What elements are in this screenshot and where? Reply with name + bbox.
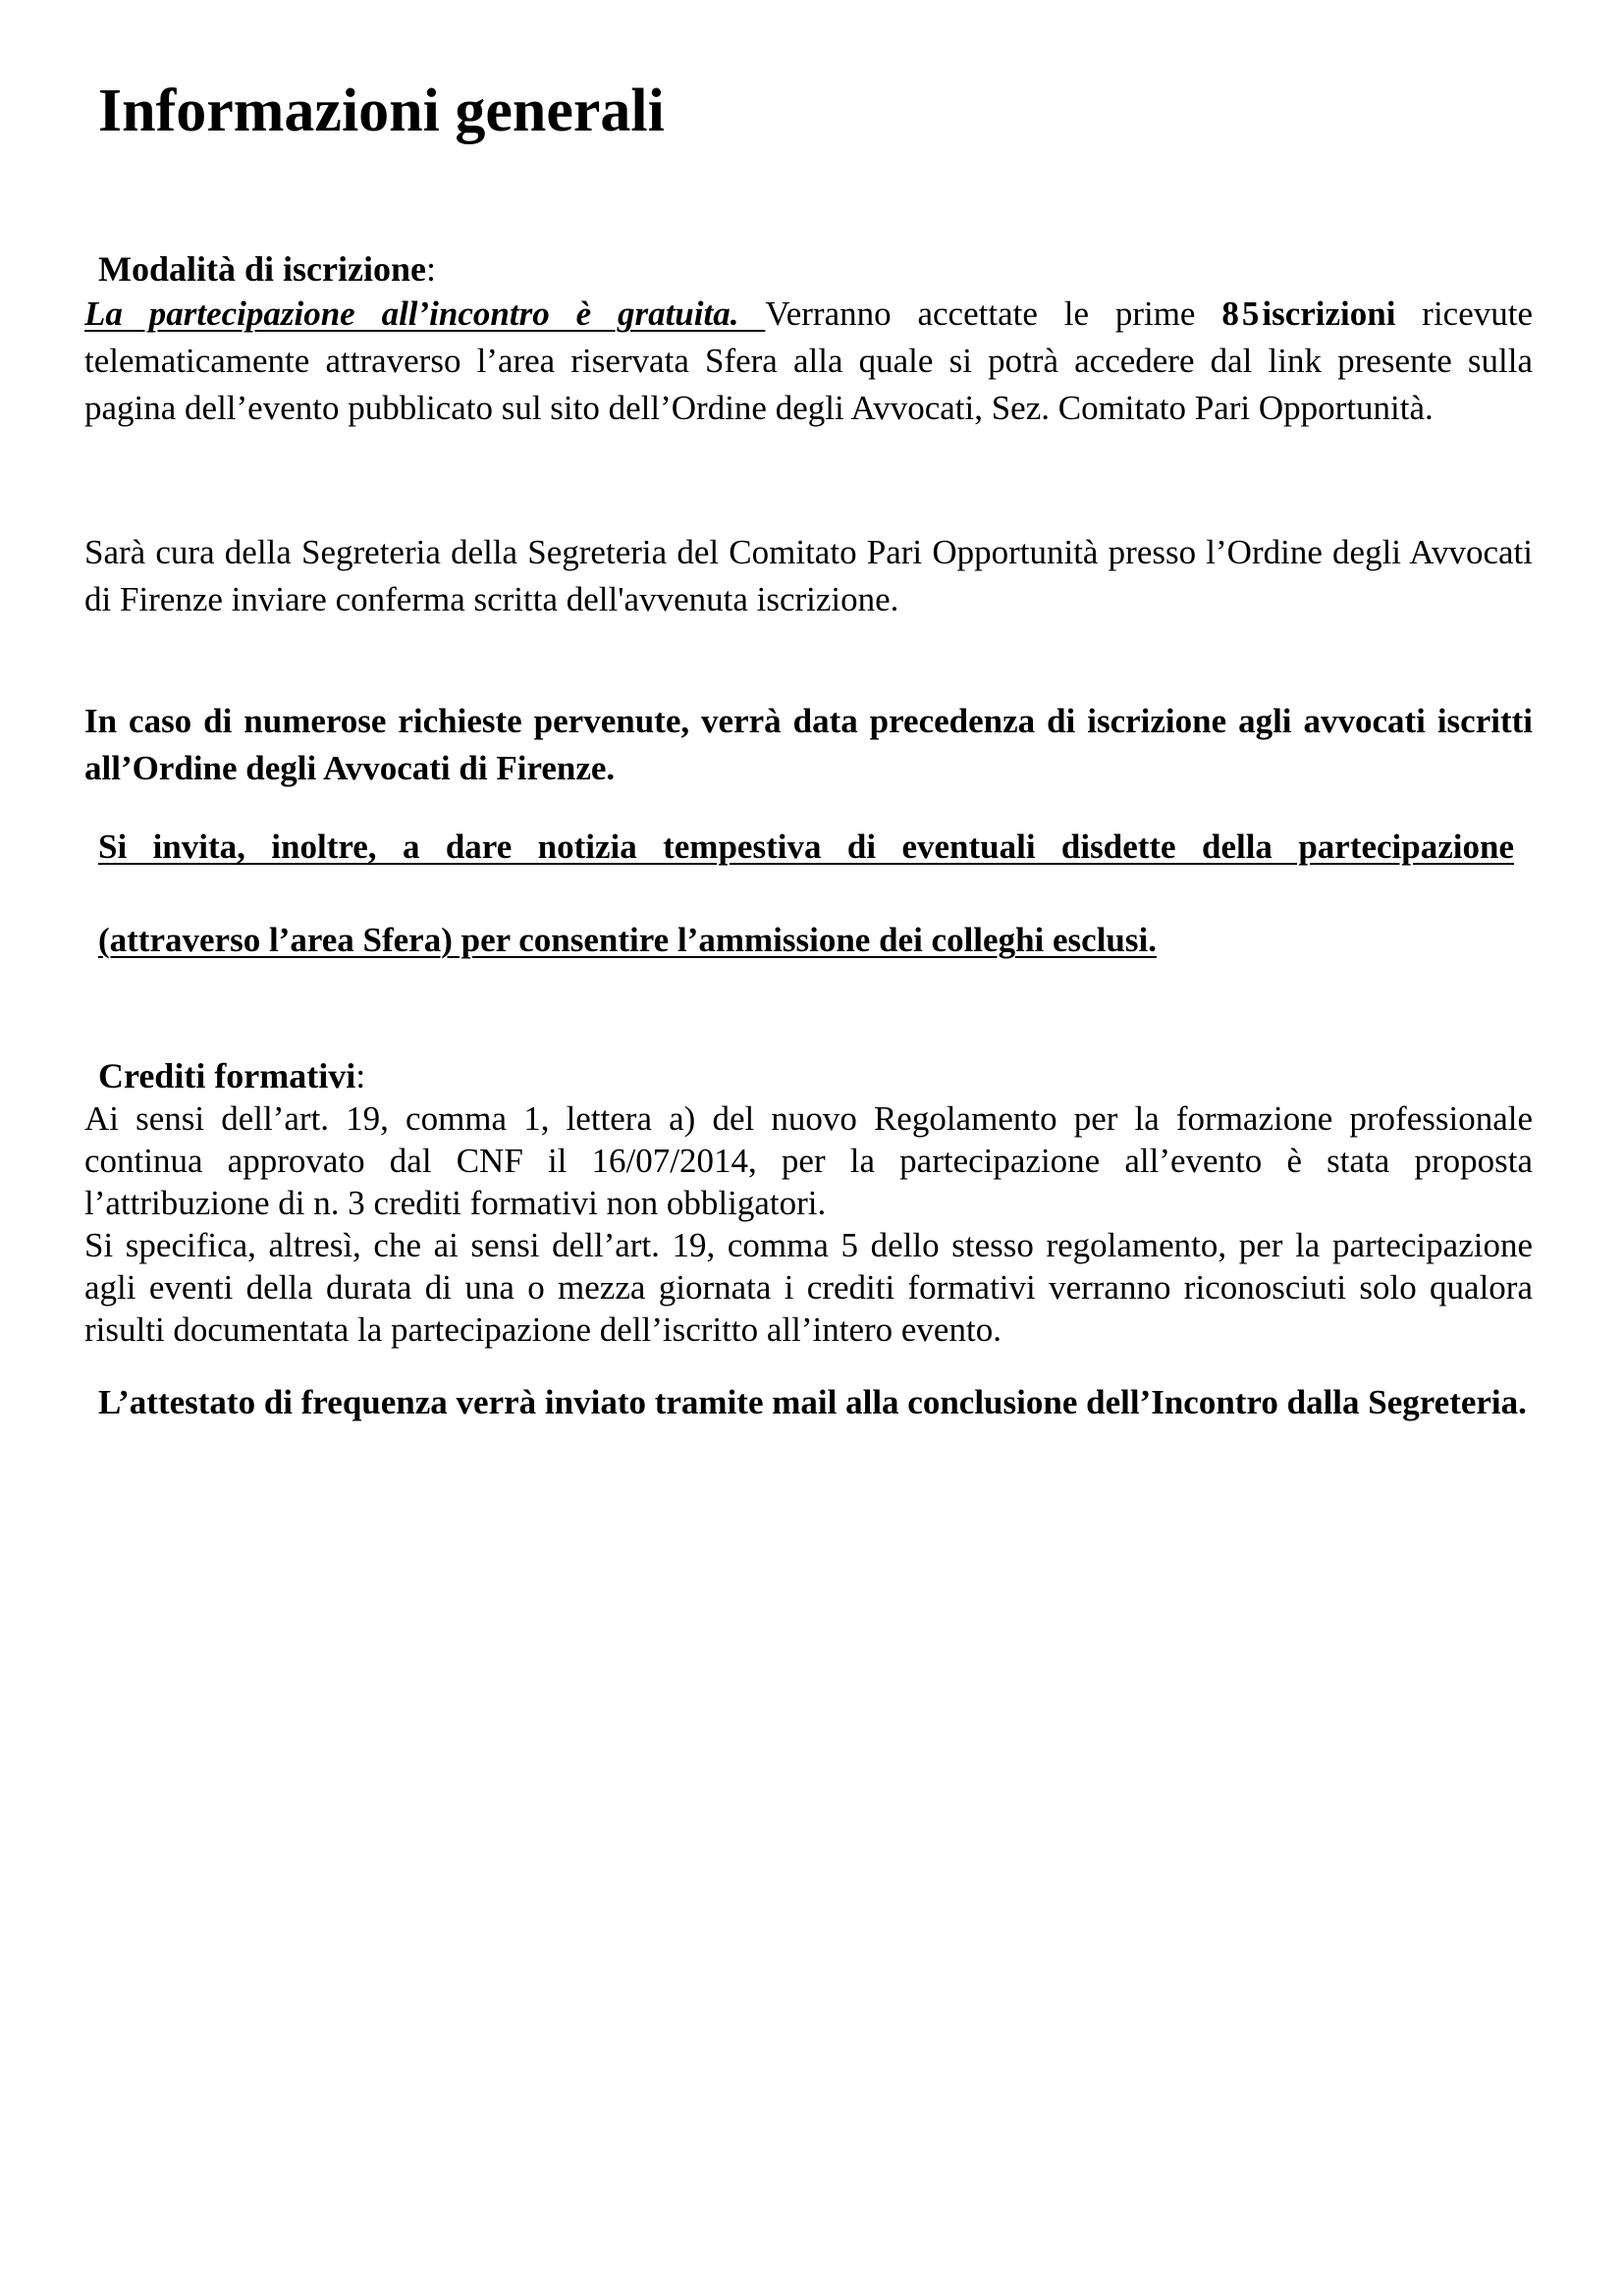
crediti-heading bbox=[98, 1054, 365, 1097]
iscrizione-paragraph-1 bbox=[84, 291, 1533, 432]
page-title: Informazioni generali bbox=[98, 78, 665, 144]
iscrizione-p1-text-a: Verranno accettate le prime bbox=[765, 294, 1222, 333]
iscrizione-heading bbox=[98, 247, 436, 291]
iscrizione-priority-notice: In caso di numerose richieste pervenute, verrà data precedenza di iscrizione agli avvocati iscritti all’Ordine degli Avvocati di Firenze. bbox=[84, 702, 1533, 787]
cancellation-notice-line-2: (attraverso l’area Sfera) per consentire l’ammissione dei colleghi esclusi. bbox=[98, 921, 1157, 959]
cancellation-notice-line-1: Si invita, inoltre, a dare notizia tempestiva di eventuali disdette della partecipazione bbox=[98, 828, 1514, 866]
crediti-paragraph-1: Ai sensi dell’art. 19, comma 1, lettera a) del nuovo Regolamento per la formazione professionale continua approvato dal CNF il 16/07/2014, per la partecipazione all’evento è stata proposta l’attribuzione di n. 3 crediti formativi non obbligatori. bbox=[84, 1099, 1533, 1222]
free-participation-lead: La partecipazione all’incontro è gratuita. bbox=[84, 294, 766, 333]
iscrizione-paragraph-2: Sarà cura della Segreteria della Segreteria del Comitato Pari Opportunità presso l’Ordine degli Avvocati di Firenze inviare conferma scritta dell'avvenuta iscrizione. bbox=[84, 533, 1533, 618]
iscrizione-heading-text: Modalità di iscrizione bbox=[98, 249, 426, 289]
crediti-heading-text: Crediti formativi bbox=[98, 1056, 356, 1095]
iscrizione-heading-colon: : bbox=[425, 249, 436, 289]
crediti-heading-colon: : bbox=[355, 1056, 366, 1095]
iscrizione-count-label: iscrizioni bbox=[1262, 294, 1396, 333]
crediti-paragraph-2: Si specifica, altresì, che ai sensi dell’art. 19, comma 5 dello stesso regolamento, per la partecipazione agli eventi della durata di una o mezza giornata i crediti formativi verranno riconosciuti solo qualora risulti documentata la partecipazione dell’iscritto all’intero evento. bbox=[84, 1226, 1533, 1349]
attestato-notice: L’attestato di frequenza verrà inviato tramite mail alla conclusione dell’Incontro dalla Segreteria. bbox=[98, 1383, 1527, 1421]
iscrizione-count: 85 bbox=[1221, 294, 1263, 333]
iscrizione-p1-text-b: ricevute telematicamente attraverso l’area riservata Sfera alla quale si potrà accedere dal link presente sulla pagina dell’evento pubblicato sul sito dell’Ordine degli Avvocati, Sez. Comitato Pari Opportunità. bbox=[84, 294, 1534, 427]
